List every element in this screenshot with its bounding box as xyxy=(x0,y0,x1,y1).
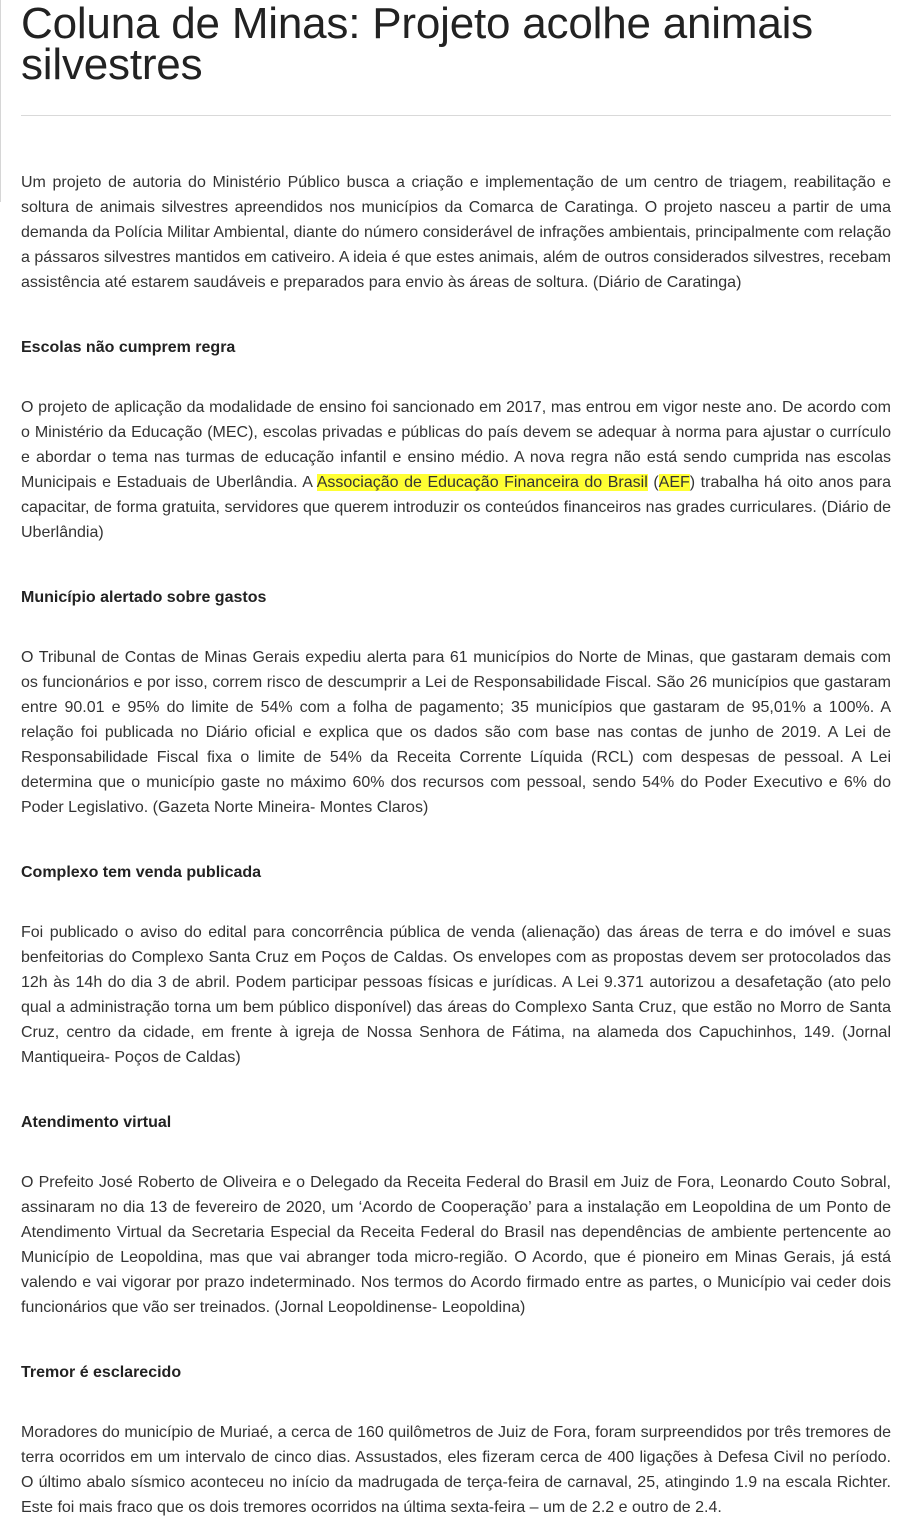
section-paragraph-escolas xyxy=(21,395,891,545)
section-heading-complexo: Complexo tem venda publicada xyxy=(21,864,262,881)
left-border-line xyxy=(0,0,1,202)
title-divider xyxy=(21,115,891,116)
section-paragraph-tremor: Moradores do município de Muriaé, a cerca de 160 quilômetros de Juiz de Fora, foram surpreendidos por três tremores de terra ocorridos em um intervalo de cinco dias. Assustados, eles fizeram cerca de 400 ligações à Defesa Civil no período. O último abalo sísmico aconteceu no início da madrugada de terça-feira de carnaval, 25, atingindo 1.9 na escala Richter. Este foi mais fraco que os dois tremores ocorridos na última sexta-feira – um de 2.2 e outro de 2.4. xyxy=(21,1424,891,1516)
section-heading-atendimento: Atendimento virtual xyxy=(21,1114,172,1131)
section-paragraph-atendimento: O Prefeito José Roberto de Oliveira e o Delegado da Receita Federal do Brasil em Juiz de Fora, Leonardo Couto Sobral, assinaram no dia 13 de fevereiro de 2020, um ‘Acordo de Cooperação’ para a instalação em Leopoldina de um Ponto de Atendimento Virtual da Secretaria Especial da Receita Federal do Brasil nas dependências de ambiente pertencente ao Município de Leopoldina, mas que vai abranger toda micro-região. O Acordo, que é pioneiro em Minas Gerais, já está valendo e vai vigorar por prazo indeterminado. Nos termos do Acordo firmado entre as partes, o Município vai ceder dois funcionários que vão ser treinados. (Jornal Leopoldinense- Leopoldina) xyxy=(21,1174,891,1316)
paragraph-text: ( xyxy=(647,474,659,491)
section-paragraph-municipio: O Tribunal de Contas de Minas Gerais expediu alerta para 61 municípios do Norte de Minas, que gastaram demais com os funcionários e por isso, correm risco de descumprir a Lei de Responsabilidade Fiscal. São 26 municípios que gastaram entre 90.01 e 95% do limite de 54% com a folha de pagamento; 35 municípios que gastaram de 95,01% a 100%. A relação foi publicada no Diário oficial e explica que os dados são com base nas contas de junho de 2019. A Lei de Responsabilidade Fiscal fixa o limite de 54% da Receita Corrente Líquida (RCL) com despesas de pessoal. A Lei determina que o município gaste no máximo 60% dos recursos com pessoal, sendo 54% do Poder Executivo e 6% do Poder Legislativo. (Gazeta Norte Mineira- Montes Claros) xyxy=(21,649,891,816)
section-heading-tremor: Tremor é esclarecido xyxy=(21,1364,182,1381)
highlighted-term-associacao: Associação de Educação Financeira do Brasil xyxy=(316,474,648,491)
section-heading-municipio: Município alertado sobre gastos xyxy=(21,589,267,606)
article-title: Coluna de Minas: Projeto acolhe animais silvestres xyxy=(21,0,813,89)
paragraph-text: ) trabalha há oito anos para capacitar, de forma gratuita, servidores que querem introduzir os conteúdos financeiros nas grades curriculares. (Diário de Uberlândia) xyxy=(21,474,892,541)
section-heading-escolas: Escolas não cumprem regra xyxy=(21,339,236,356)
highlighted-term-aef: AEF xyxy=(658,474,690,491)
intro-paragraph: Um projeto de autoria do Ministério Público busca a criação e implementação de um centro de triagem, reabilitação e soltura de animais silvestres apreendidos nos municípios da Comarca de Caratinga. O projeto nasceu a partir de uma demanda da Polícia Militar Ambiental, diante do número considerável de infrações ambientais, principalmente com relação a pássaros silvestres mantidos em cativeiro. A ideia é que estes animais, além de outros considerados silvestres, recebam assistência até estarem saudáveis e preparados para envio às áreas de soltura. (Diário de Caratinga) xyxy=(21,174,891,291)
paragraph-text: O projeto de aplicação da modalidade de ensino foi sancionado em 2017, mas entrou em vigor neste ano. De acordo com o Ministério da Educação (MEC), escolas privadas e públicas do país devem se adequar à norma para ajustar o currículo e abordar o tema nas turmas de educação infantil e ensino médio. A nova regra não está sendo cumprida nas escolas Municipais e Estaduais de Uberlândia. A xyxy=(21,399,891,491)
article-body xyxy=(21,170,891,1520)
article xyxy=(21,0,891,1520)
section-paragraph-complexo: Foi publicado o aviso do edital para concorrência pública de venda (alienação) das áreas de terra e do imóvel e suas benfeitorias do Complexo Santa Cruz em Poços de Caldas. Os envelopes com as propostas devem ser protocolados das 12h às 14h do dia 3 de abril. Podem participar pessoas físicas e jurídicas. A Lei 9.371 autorizou a desafetação (ato pelo qual a administração torna um bem público disponível) das áreas do Complexo Santa Cruz, que estão no Morro de Santa Cruz, centro da cidade, em frente à igreja de Nossa Senhora de Fátima, na alameda dos Capuchinhos, 149. (Jornal Mantiqueira- Poços de Caldas) xyxy=(21,924,891,1066)
